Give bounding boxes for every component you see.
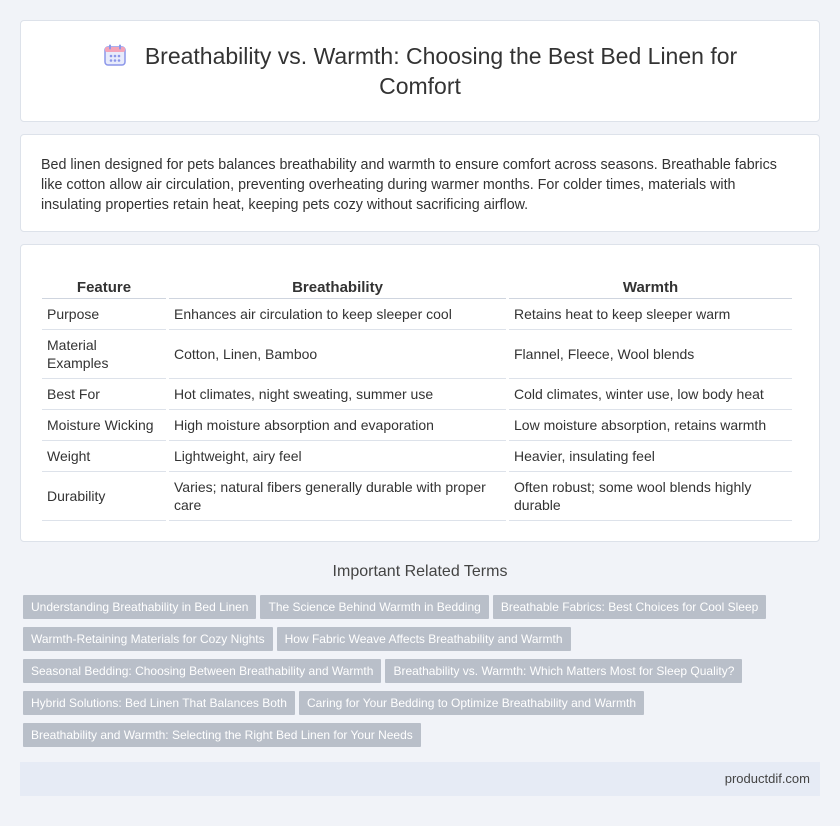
comparison-card (20, 244, 820, 542)
header-feature: Feature (42, 273, 166, 299)
cell-breathability: Lightweight, airy feel (169, 441, 506, 472)
related-term-link[interactable]: Seasonal Bedding: Choosing Between Breathability and Warmth (23, 659, 381, 683)
related-terms-heading: Important Related Terms (332, 563, 508, 580)
related-term-link[interactable]: Warmth-Retaining Materials for Cozy Nights (23, 627, 273, 651)
cell-feature: Purpose (42, 299, 166, 330)
cell-feature: Weight (42, 441, 166, 472)
page-title (70, 41, 770, 101)
related-term-link[interactable]: Hybrid Solutions: Bed Linen That Balances Both (23, 691, 295, 715)
related-term-link[interactable]: Breathability vs. Warmth: Which Matters Most for Sleep Quality? (385, 659, 742, 683)
calendar-icon (103, 43, 127, 67)
cell-warmth: Retains heat to keep sleeper warm (509, 299, 792, 330)
table-row (42, 441, 792, 472)
related-term-link[interactable]: Caring for Your Bedding to Optimize Breathability and Warmth (299, 691, 644, 715)
related-term-link[interactable]: Understanding Breathability in Bed Linen (23, 595, 256, 619)
cell-warmth: Heavier, insulating feel (509, 441, 792, 472)
footer (20, 762, 820, 796)
cell-feature: Durability (42, 472, 166, 521)
comparison-table (39, 273, 795, 521)
cell-breathability: Enhances air circulation to keep sleeper cool (169, 299, 506, 330)
footer-site-link[interactable]: productdif.com (724, 771, 810, 786)
intro-card (20, 134, 820, 232)
related-term-link[interactable]: Breathability and Warmth: Selecting the Right Bed Linen for Your Needs (23, 723, 421, 747)
header-breathability: Breathability (169, 273, 506, 299)
related-term-link[interactable]: The Science Behind Warmth in Bedding (260, 595, 488, 619)
related-terms-list (23, 595, 803, 755)
table-row (42, 472, 792, 521)
header-warmth: Warmth (509, 273, 792, 299)
cell-feature: Best For (42, 379, 166, 410)
table-row (42, 299, 792, 330)
related-term-link[interactable]: Breathable Fabrics: Best Choices for Cool Sleep (493, 595, 766, 619)
cell-feature: Material Examples (42, 330, 166, 379)
table-row (42, 379, 792, 410)
title-card (20, 20, 820, 122)
cell-breathability: Varies; natural fibers generally durable with proper care (169, 472, 506, 521)
related-term-link[interactable]: How Fabric Weave Affects Breathability and Warmth (277, 627, 571, 651)
cell-warmth: Cold climates, winter use, low body heat (509, 379, 792, 410)
table-row (42, 330, 792, 379)
cell-breathability: High moisture absorption and evaporation (169, 410, 506, 441)
table-row (42, 410, 792, 441)
cell-breathability: Cotton, Linen, Bamboo (169, 330, 506, 379)
cell-breathability: Hot climates, night sweating, summer use (169, 379, 506, 410)
cell-warmth: Low moisture absorption, retains warmth (509, 410, 792, 441)
cell-warmth: Flannel, Fleece, Wool blends (509, 330, 792, 379)
page-title-text: Breathability vs. Warmth: Choosing the Best Bed Linen for Comfort (144, 43, 738, 99)
cell-feature: Moisture Wicking (42, 410, 166, 441)
intro-paragraph: Bed linen designed for pets balances breathability and warmth to ensure comfort across seasons. Breathable fabrics like cotton allow air circulation, preventing overheating during warmer months. For colder times, materials with insulating properties retain heat, keeping pets cozy without sacrificing airflow. (41, 157, 777, 213)
cell-warmth: Often robust; some wool blends highly durable (509, 472, 792, 521)
table-header-row (42, 273, 792, 299)
